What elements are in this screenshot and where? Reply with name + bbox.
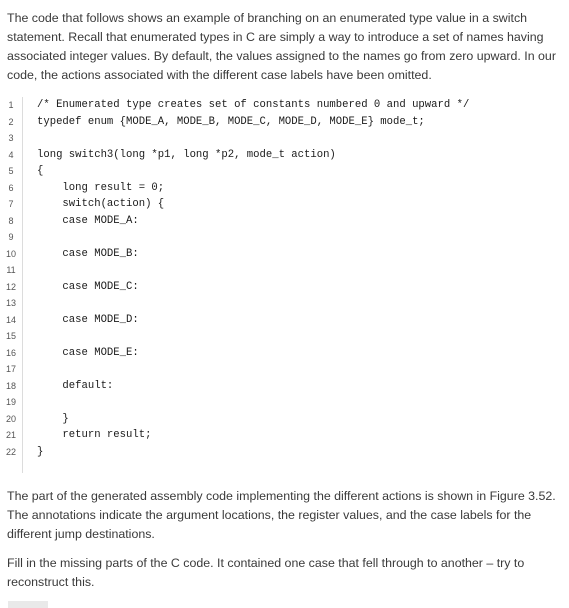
- line-number: 20: [5, 413, 16, 424]
- code-text: /* Enumerated type creates set of constants numbered 0 and upward */: [37, 99, 470, 111]
- code-line: [5, 394, 553, 411]
- line-number: 19: [5, 397, 16, 407]
- line-number: 9: [8, 232, 14, 242]
- code-text: }: [37, 412, 69, 425]
- code-line: [8, 180, 553, 197]
- line-number: 11: [6, 265, 16, 275]
- line-number: 16: [5, 347, 16, 358]
- code-text: default:: [37, 379, 114, 392]
- code-text: long switch3(long *p1, long *p2, mode_t action): [37, 148, 336, 161]
- code-line: [8, 163, 553, 180]
- code-text: case MODE_B:: [37, 247, 139, 260]
- line-number: 13: [5, 298, 16, 308]
- line-number: 7: [8, 199, 14, 209]
- assembly-description-paragraph: The part of the generated assembly code implementing the different actions is shown in Figure 3.52. The annotations indicate the argument locations, the register values, and the case labels for the different jump destinations.: [7, 489, 556, 541]
- code-line: [8, 130, 553, 147]
- code-line: [8, 229, 553, 246]
- line-number: 21: [5, 430, 16, 440]
- code-line: [8, 147, 553, 164]
- code-text: case MODE_E:: [37, 346, 139, 359]
- line-number: 18: [5, 380, 16, 391]
- line-number: 8: [8, 215, 14, 226]
- code-text: case MODE_C:: [37, 280, 139, 293]
- line-number: 10: [5, 248, 16, 259]
- code-line: [5, 312, 553, 329]
- code-text: {: [37, 165, 44, 177]
- code-line: [5, 328, 553, 345]
- code-line: [8, 196, 553, 213]
- line-number: 6: [8, 182, 14, 193]
- code-text: switch(action) {: [37, 198, 165, 210]
- code-line: [6, 262, 553, 279]
- code-line: [5, 411, 553, 428]
- code-line: [5, 345, 553, 362]
- code-text: case MODE_A:: [37, 214, 139, 227]
- code-text: return result;: [37, 429, 152, 441]
- line-number: 1: [8, 100, 14, 110]
- code-listing: [5, 97, 553, 473]
- code-line: [5, 295, 553, 312]
- cropped-content-stub: [8, 601, 48, 608]
- line-number: 14: [5, 314, 16, 325]
- code-line: [5, 378, 553, 395]
- code-line: [5, 246, 553, 263]
- intro-paragraph: The code that follows shows an example of branching on an enumerated type value in a switch statement. Recall that enumerated types in C are simply a way to introduce a set of names having associated integer values. By default, the values assigned to the names go from zero upward. In our code, the actions associated with the different case labels have been omitted.: [7, 11, 556, 82]
- code-line: [5, 444, 553, 461]
- code-text: }: [37, 445, 44, 458]
- code-text: long result = 0;: [37, 181, 165, 194]
- line-number: 22: [5, 446, 16, 457]
- line-number: 12: [5, 281, 16, 292]
- code-line: [5, 361, 553, 378]
- code-line: [8, 114, 553, 131]
- code-line: [5, 427, 553, 444]
- task-instruction-paragraph: Fill in the missing parts of the C code. It contained one case that fell through to another – try to reconstruct this.: [7, 556, 525, 589]
- line-number: 5: [8, 166, 14, 176]
- code-line: [8, 97, 553, 114]
- line-number: 15: [5, 331, 16, 341]
- line-number: 2: [8, 116, 14, 127]
- code-line: [8, 213, 553, 230]
- code-text: typedef enum {MODE_A, MODE_B, MODE_C, MODE_D, MODE_E} mode_t;: [37, 115, 425, 128]
- line-number: 3: [8, 133, 14, 143]
- line-number: 17: [5, 364, 16, 374]
- code-text: case MODE_D:: [37, 313, 139, 326]
- code-line: [5, 279, 553, 296]
- line-number: 4: [8, 149, 14, 160]
